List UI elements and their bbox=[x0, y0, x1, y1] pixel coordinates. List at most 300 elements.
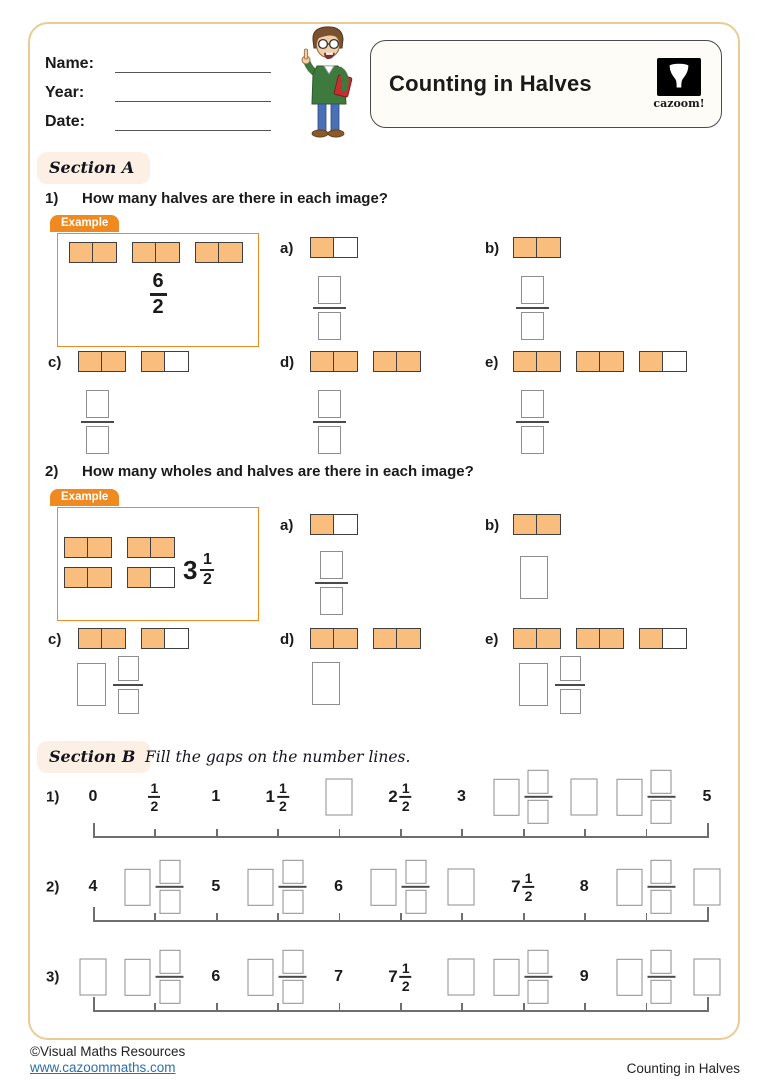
example-tab-q1: Example bbox=[50, 215, 119, 232]
tick-mark bbox=[523, 913, 525, 922]
bar-group bbox=[64, 567, 175, 588]
numberline-item bbox=[265, 781, 288, 813]
numberline-item bbox=[457, 788, 466, 806]
fraction-bar bbox=[647, 796, 675, 798]
denominator-answer-box[interactable] bbox=[320, 587, 343, 615]
example-q2-denominator: 2 bbox=[203, 571, 212, 589]
bar-cell-filled bbox=[127, 567, 151, 588]
bar-cell-empty bbox=[334, 514, 358, 535]
fraction-numerator: 1 bbox=[150, 779, 159, 796]
bar-cell-filled bbox=[64, 567, 88, 588]
fraction-bar bbox=[313, 421, 346, 424]
bar-group bbox=[310, 351, 421, 372]
bar-cell-empty bbox=[334, 237, 358, 258]
numerator-answer-box[interactable] bbox=[282, 950, 303, 974]
tick-mark bbox=[339, 1003, 341, 1012]
numerator-answer-box[interactable] bbox=[651, 860, 672, 884]
whole-number-answer-box[interactable] bbox=[371, 868, 397, 905]
numberline-item bbox=[616, 860, 675, 914]
bar-cell-filled bbox=[373, 628, 397, 649]
numerator-answer-box[interactable] bbox=[320, 551, 343, 579]
numberline-item bbox=[125, 950, 184, 1004]
numberline-item bbox=[493, 770, 552, 824]
bar-cell-empty bbox=[151, 567, 175, 588]
fraction-denominator: 2 bbox=[150, 798, 159, 815]
numberline-number: 1 bbox=[211, 788, 221, 805]
whole-number-answer-box[interactable] bbox=[493, 958, 519, 995]
fraction-numerator: 1 bbox=[401, 779, 410, 796]
half-bar bbox=[310, 237, 358, 258]
bar-cell-filled bbox=[151, 537, 175, 558]
numberline-item bbox=[334, 878, 343, 896]
fraction-answer-boxes bbox=[156, 860, 184, 914]
numberline-fraction bbox=[148, 781, 160, 813]
numberline-number: 7 bbox=[334, 968, 344, 985]
numberline-answer-box[interactable] bbox=[694, 869, 721, 906]
numerator-answer-box[interactable] bbox=[159, 950, 180, 974]
section-b-instruction: Fill the gaps on the number lines. bbox=[145, 748, 411, 766]
bar-cell-filled bbox=[513, 514, 537, 535]
numerator-answer-box[interactable] bbox=[521, 390, 544, 418]
fraction-bar bbox=[402, 886, 430, 888]
numberline-item bbox=[388, 781, 411, 813]
fraction-answer-boxes bbox=[647, 770, 675, 824]
fraction-bar bbox=[279, 886, 307, 888]
question-1-text: How many halves are there in each image? bbox=[82, 190, 388, 207]
tick-mark bbox=[93, 907, 95, 922]
numerator-answer-box[interactable] bbox=[405, 860, 426, 884]
whole-number-answer-box[interactable] bbox=[248, 958, 274, 995]
denominator-answer-box[interactable] bbox=[282, 890, 303, 914]
mixed-fraction bbox=[277, 781, 289, 813]
whole-bar bbox=[513, 237, 561, 258]
cazoom-logo-text: cazoom! bbox=[653, 97, 705, 110]
year-input-line[interactable] bbox=[115, 81, 271, 102]
question-2-text: How many wholes and halves are there in each image? bbox=[82, 463, 474, 480]
fraction-answer-boxes bbox=[313, 390, 346, 454]
numerator-answer-box[interactable] bbox=[521, 276, 544, 304]
numberline-mixed-number bbox=[388, 961, 411, 993]
question-2-number: 2) bbox=[45, 463, 59, 480]
tick-mark bbox=[646, 1003, 648, 1012]
mixed-fraction bbox=[523, 871, 535, 903]
numerator-answer-box[interactable] bbox=[318, 276, 341, 304]
numberline-mixed-number bbox=[388, 781, 411, 813]
tick-mark bbox=[154, 1003, 156, 1012]
numberline-number: 5 bbox=[702, 788, 712, 805]
numerator-answer-box[interactable] bbox=[651, 770, 672, 794]
fraction-bar bbox=[524, 976, 552, 978]
whole-number-answer-box[interactable] bbox=[520, 556, 548, 599]
whole-number-answer-box[interactable] bbox=[616, 958, 642, 995]
worksheet-title: Counting in Halves bbox=[389, 71, 592, 96]
numerator-answer-box[interactable] bbox=[560, 656, 581, 681]
tick-mark bbox=[216, 1003, 218, 1012]
fraction-numerator: 1 bbox=[279, 779, 287, 796]
footer-copyright: ©Visual Maths Resources bbox=[30, 1044, 186, 1059]
bar-group bbox=[69, 242, 243, 263]
numerator-answer-box[interactable] bbox=[118, 656, 139, 681]
numberline-answer-box[interactable] bbox=[325, 779, 352, 816]
bar-cell-empty bbox=[663, 628, 687, 649]
whole-number-answer-box[interactable] bbox=[125, 958, 151, 995]
numerator-answer-box[interactable] bbox=[282, 860, 303, 884]
tick-mark bbox=[707, 997, 709, 1012]
whole-number-answer-box[interactable] bbox=[125, 868, 151, 905]
mixed-whole: 1 bbox=[265, 787, 275, 806]
numerator-answer-box[interactable] bbox=[651, 950, 672, 974]
fraction-answer-boxes bbox=[279, 860, 307, 914]
fraction-bar bbox=[279, 976, 307, 978]
numberline-item bbox=[694, 869, 721, 906]
bar-cell-filled bbox=[576, 628, 600, 649]
bar-cell-empty bbox=[165, 628, 189, 649]
numberline-mixed-answer bbox=[125, 950, 184, 1004]
fraction-answer-boxes bbox=[524, 770, 552, 824]
whole-number-answer-box[interactable] bbox=[519, 663, 548, 706]
bar-cell-filled bbox=[537, 514, 561, 535]
year-field-row bbox=[45, 75, 271, 102]
footer-worksheet-title: Counting in Halves bbox=[626, 1061, 740, 1076]
example-q2-fraction bbox=[200, 552, 214, 588]
tick-mark bbox=[216, 913, 218, 922]
numberline-item bbox=[334, 968, 343, 986]
tick-mark bbox=[339, 829, 341, 838]
numberline-mixed-answer bbox=[493, 950, 552, 1004]
whole-number-answer-box[interactable] bbox=[312, 662, 340, 705]
numerator-answer-box[interactable] bbox=[528, 950, 549, 974]
whole-bar bbox=[576, 628, 624, 649]
bar-cell-filled bbox=[397, 351, 421, 372]
numberline-item bbox=[571, 779, 598, 816]
item-label-e: e) bbox=[485, 354, 499, 371]
numberline-label: 1) bbox=[46, 788, 60, 806]
fraction-answer-boxes bbox=[81, 390, 114, 454]
numberline-answer-box[interactable] bbox=[448, 959, 475, 996]
tick-mark bbox=[277, 829, 279, 838]
denominator-answer-box[interactable] bbox=[521, 426, 544, 454]
numerator-answer-box[interactable] bbox=[86, 390, 109, 418]
fraction-answer-boxes bbox=[156, 950, 184, 1004]
whole-number-answer-box[interactable] bbox=[616, 868, 642, 905]
tick-mark bbox=[216, 829, 218, 838]
whole-bar bbox=[127, 537, 175, 558]
denominator-answer-box[interactable] bbox=[159, 890, 180, 914]
numberline-item bbox=[388, 961, 411, 993]
bar-cell-filled bbox=[513, 628, 537, 649]
fraction-numerator: 1 bbox=[524, 869, 533, 886]
numberline-item bbox=[211, 878, 220, 896]
whole-bar bbox=[69, 242, 117, 263]
numberline-number: 4 bbox=[88, 878, 98, 895]
denominator-answer-box[interactable] bbox=[405, 890, 426, 914]
fraction-bar bbox=[555, 684, 585, 687]
denominator-answer-box[interactable] bbox=[528, 800, 549, 824]
denominator-answer-box[interactable] bbox=[521, 312, 544, 340]
numberline-number: 3 bbox=[456, 788, 466, 805]
tick-mark bbox=[400, 1003, 402, 1012]
item-label-b: b) bbox=[485, 517, 500, 534]
bar-cell-filled bbox=[513, 351, 537, 372]
tick-mark bbox=[400, 829, 402, 838]
mixed-whole: 2 bbox=[388, 787, 398, 806]
denominator-answer-box[interactable] bbox=[318, 426, 341, 454]
numberline-item bbox=[448, 869, 475, 906]
bar-cell-filled bbox=[310, 351, 334, 372]
tick-mark bbox=[461, 829, 463, 838]
tick-mark bbox=[461, 913, 463, 922]
date-label: Date: bbox=[45, 113, 86, 130]
whole-number-answer-box[interactable] bbox=[248, 868, 274, 905]
fraction-bar bbox=[524, 796, 552, 798]
bar-cell-filled bbox=[334, 628, 358, 649]
item-label-d: d) bbox=[280, 631, 295, 648]
numberline-mixed-answer bbox=[616, 950, 675, 1004]
numberline-item bbox=[371, 860, 430, 914]
cazoom-drum-icon bbox=[657, 58, 701, 96]
bar-cell-filled bbox=[537, 628, 561, 649]
date-field-row bbox=[45, 104, 271, 131]
tick-mark bbox=[523, 1003, 525, 1012]
numberline-item bbox=[448, 959, 475, 996]
numberline-mixed-answer bbox=[248, 950, 307, 1004]
numberline-mixed-answer bbox=[493, 770, 552, 824]
numberline-item bbox=[148, 781, 160, 813]
tick-mark bbox=[584, 913, 586, 922]
tick-mark bbox=[584, 829, 586, 838]
bar-group bbox=[310, 514, 358, 535]
tick-mark bbox=[707, 907, 709, 922]
bar-cell-filled bbox=[141, 351, 165, 372]
name-label: Name: bbox=[45, 55, 94, 72]
bar-cell-filled bbox=[397, 628, 421, 649]
bar-cell-filled bbox=[195, 242, 219, 263]
bar-group bbox=[513, 351, 687, 372]
bar-cell-filled bbox=[310, 237, 334, 258]
bar-cell-filled bbox=[576, 351, 600, 372]
item-label-b: b) bbox=[485, 240, 500, 257]
denominator-answer-box[interactable] bbox=[318, 312, 341, 340]
bar-cell-filled bbox=[88, 537, 112, 558]
half-bar bbox=[639, 351, 687, 372]
whole-bar bbox=[513, 514, 561, 535]
numberline-item bbox=[125, 860, 184, 914]
whole-number-answer-box[interactable] bbox=[77, 663, 106, 706]
denominator-answer-box[interactable] bbox=[651, 980, 672, 1004]
bar-group bbox=[513, 514, 561, 535]
numberline-answer-box[interactable] bbox=[80, 959, 107, 996]
numberline-answer-box[interactable] bbox=[448, 869, 475, 906]
denominator-answer-box[interactable] bbox=[159, 980, 180, 1004]
bar-cell-filled bbox=[132, 242, 156, 263]
fraction-answer-boxes bbox=[555, 656, 585, 714]
tick-mark bbox=[646, 829, 648, 838]
section-b-label: Section B bbox=[37, 741, 151, 773]
numberline-mixed-answer bbox=[616, 770, 675, 824]
half-bar bbox=[127, 567, 175, 588]
numberline-item bbox=[616, 950, 675, 1004]
whole-bar bbox=[78, 351, 126, 372]
example-q2-whole: 3 bbox=[183, 554, 198, 585]
bar-cell-filled bbox=[78, 628, 102, 649]
fraction-answer-boxes bbox=[113, 656, 143, 714]
footer-website-link[interactable]: www.cazoommaths.com bbox=[30, 1060, 176, 1075]
fraction-bar bbox=[81, 421, 114, 424]
fraction-bar bbox=[315, 582, 348, 585]
bar-cell-filled bbox=[141, 628, 165, 649]
bar-cell-filled bbox=[102, 351, 126, 372]
fraction-numerator: 1 bbox=[401, 959, 410, 976]
numberline-item bbox=[580, 878, 589, 896]
whole-bar bbox=[195, 242, 243, 263]
denominator-answer-box[interactable] bbox=[651, 800, 672, 824]
numerator-answer-box[interactable] bbox=[528, 770, 549, 794]
fraction-answer-boxes bbox=[516, 276, 549, 340]
tick-mark bbox=[400, 913, 402, 922]
tick-mark bbox=[461, 1003, 463, 1012]
example-q1-answer bbox=[138, 271, 178, 318]
whole-number-answer-box[interactable] bbox=[493, 778, 519, 815]
tick-mark bbox=[523, 829, 525, 838]
whole-bar bbox=[310, 628, 358, 649]
bar-group bbox=[513, 628, 687, 649]
whole-bar bbox=[373, 351, 421, 372]
bar-cell-empty bbox=[663, 351, 687, 372]
denominator-answer-box[interactable] bbox=[528, 980, 549, 1004]
whole-bar bbox=[373, 628, 421, 649]
tick-mark bbox=[93, 997, 95, 1012]
bar-cell-filled bbox=[639, 351, 663, 372]
name-input-line[interactable] bbox=[115, 52, 271, 73]
numberline-item bbox=[89, 788, 98, 806]
bar-cell-filled bbox=[88, 567, 112, 588]
tick-mark bbox=[707, 823, 709, 838]
numberline-mixed-answer bbox=[616, 860, 675, 914]
fraction-bar bbox=[156, 886, 184, 888]
fraction-bar bbox=[516, 421, 549, 424]
tick-mark bbox=[646, 913, 648, 922]
numberline-number: 6 bbox=[211, 968, 221, 985]
denominator-answer-box[interactable] bbox=[651, 890, 672, 914]
numberline-mixed-answer bbox=[371, 860, 430, 914]
fraction-denominator: 2 bbox=[401, 978, 410, 995]
half-bar bbox=[310, 514, 358, 535]
fraction-denominator: 2 bbox=[401, 798, 410, 815]
numberline-mixed-answer bbox=[248, 860, 307, 914]
tick-mark bbox=[584, 1003, 586, 1012]
fraction-answer-boxes bbox=[647, 950, 675, 1004]
bar-cell-filled bbox=[64, 537, 88, 558]
name-field-row bbox=[45, 46, 271, 73]
bar-cell-filled bbox=[513, 237, 537, 258]
question-1-number: 1) bbox=[45, 190, 59, 207]
item-label-d: d) bbox=[280, 354, 295, 371]
numberline-item bbox=[325, 779, 352, 816]
fraction-denominator: 2 bbox=[524, 888, 533, 905]
mixed-number-answer bbox=[77, 656, 143, 714]
fraction-answer-boxes bbox=[279, 950, 307, 1004]
numberline-item bbox=[248, 860, 307, 914]
denominator-answer-box[interactable] bbox=[282, 980, 303, 1004]
bar-cell-filled bbox=[69, 242, 93, 263]
whole-bar bbox=[132, 242, 180, 263]
numberline-item bbox=[511, 871, 534, 903]
fraction-answer-boxes bbox=[313, 276, 346, 340]
bar-cell-filled bbox=[127, 537, 151, 558]
bar-group bbox=[78, 628, 189, 649]
bar-group bbox=[310, 237, 358, 258]
date-input-line[interactable] bbox=[115, 110, 271, 131]
numberline-answer-box[interactable] bbox=[694, 959, 721, 996]
denominator-answer-box[interactable] bbox=[560, 689, 581, 714]
title-box bbox=[370, 40, 722, 128]
bar-cell-filled bbox=[310, 514, 334, 535]
numerator-answer-box[interactable] bbox=[159, 860, 180, 884]
tick-mark bbox=[277, 1003, 279, 1012]
mixed-whole: 7 bbox=[511, 877, 521, 896]
numberline-item bbox=[694, 959, 721, 996]
numberline-mixed-number bbox=[265, 781, 288, 813]
numberline-item bbox=[211, 788, 220, 806]
example-box-q2 bbox=[57, 507, 259, 621]
half-bar bbox=[639, 628, 687, 649]
item-label-a: a) bbox=[280, 240, 294, 257]
numberline-item bbox=[703, 788, 712, 806]
numberline-item bbox=[493, 950, 552, 1004]
bar-cell-filled bbox=[600, 628, 624, 649]
numberline-mixed-answer bbox=[125, 860, 184, 914]
whole-number-answer-box[interactable] bbox=[616, 778, 642, 815]
bar-cell-filled bbox=[537, 237, 561, 258]
student-fields bbox=[45, 46, 271, 133]
tick-mark bbox=[339, 913, 341, 922]
fraction-answer-boxes bbox=[315, 551, 348, 615]
numberline-item bbox=[211, 968, 220, 986]
year-label: Year: bbox=[45, 84, 85, 101]
mixed-fraction bbox=[400, 781, 412, 813]
fraction-answer-boxes bbox=[647, 860, 675, 914]
numberline-answer-box[interactable] bbox=[571, 779, 598, 816]
fraction-answer-boxes bbox=[516, 390, 549, 454]
bar-cell-filled bbox=[334, 351, 358, 372]
item-label-c: c) bbox=[48, 354, 62, 371]
bar-cell-filled bbox=[156, 242, 180, 263]
bar-cell-filled bbox=[219, 242, 243, 263]
bar-group bbox=[78, 351, 189, 372]
item-label-a: a) bbox=[280, 517, 294, 534]
numberline-number: 6 bbox=[334, 878, 344, 895]
whole-bar bbox=[78, 628, 126, 649]
fraction-denominator: 2 bbox=[279, 798, 287, 815]
bar-group bbox=[64, 537, 175, 558]
fraction-bar bbox=[156, 976, 184, 978]
example-q2-numerator: 1 bbox=[203, 550, 212, 568]
denominator-answer-box[interactable] bbox=[118, 689, 139, 714]
numberline-number: 8 bbox=[579, 878, 589, 895]
numberline-label: 2) bbox=[46, 878, 60, 896]
mixed-number-answer bbox=[519, 656, 585, 714]
numberline-number: 9 bbox=[579, 968, 589, 985]
tick-mark bbox=[93, 823, 95, 838]
numerator-answer-box[interactable] bbox=[318, 390, 341, 418]
denominator-answer-box[interactable] bbox=[86, 426, 109, 454]
whole-bar bbox=[64, 567, 112, 588]
fraction-bar bbox=[313, 307, 346, 310]
numberline-number: 5 bbox=[211, 878, 221, 895]
numberline-label: 3) bbox=[46, 968, 60, 986]
bar-cell-filled bbox=[93, 242, 117, 263]
bar-cell-filled bbox=[78, 351, 102, 372]
